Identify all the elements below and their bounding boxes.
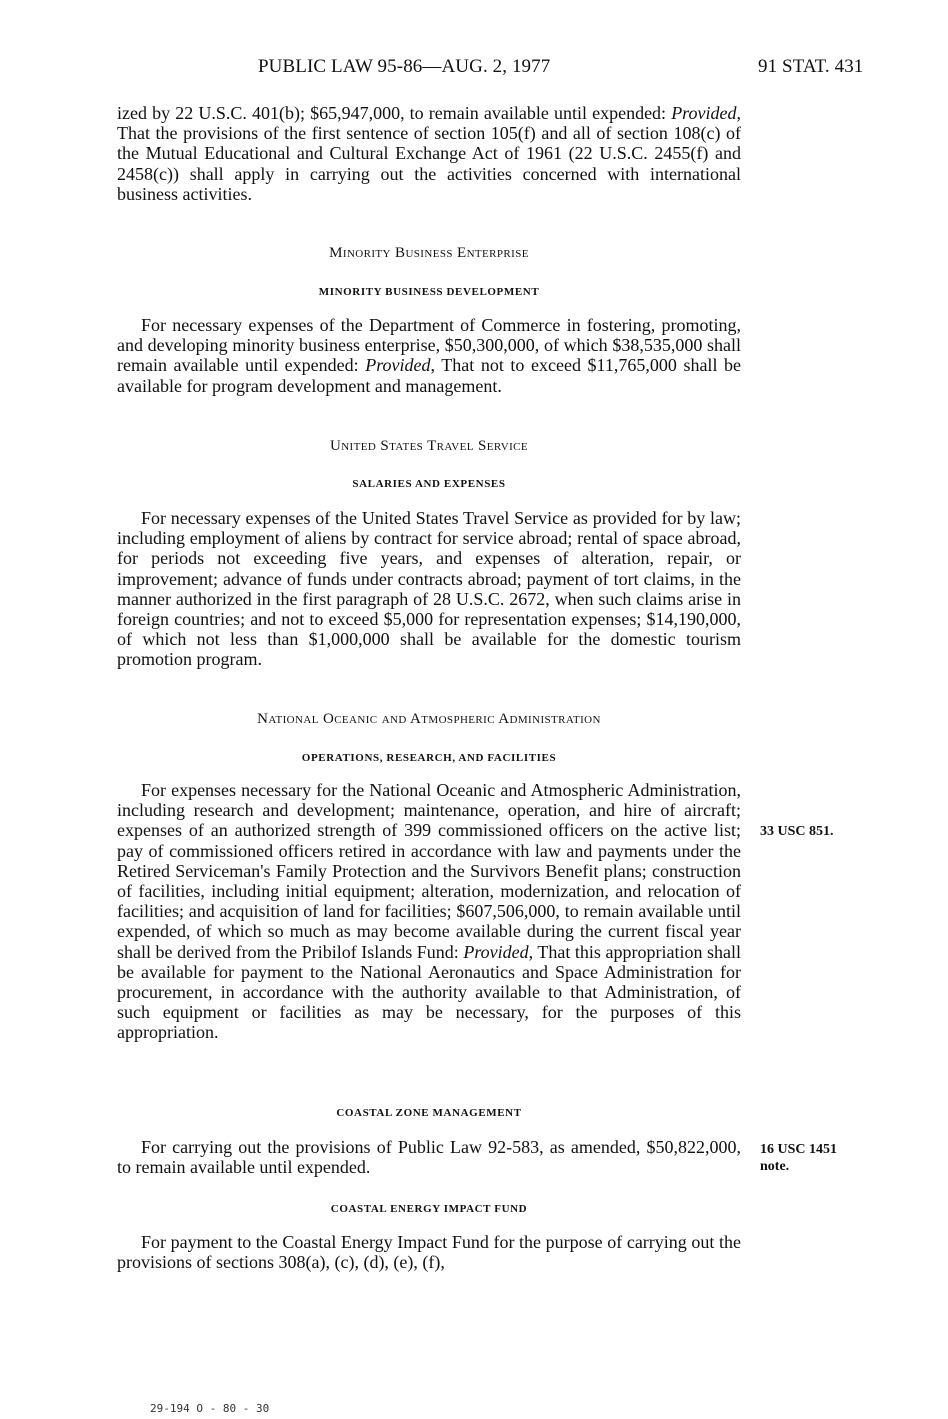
coastal-energy-section <box>117 1232 741 1272</box>
coastal-energy-paragraph: For payment to the Coastal Energy Impact Fund for the purpose of carrying out the provisions of sections 308(a), (c), (d), (e), (f), <box>117 1232 741 1273</box>
minority-paragraph: For necessary expenses of the Department of Commerce in fostering, promoting, and developing minority business enterprise, $50,300,000, of which $38,535,000 shall remain available until expended: Provided, That not to exceed $11,765,000 shall be available for program development and management. <box>117 315 742 396</box>
running-header-title: PUBLIC LAW 95-86—AUG. 2, 1977 <box>258 56 551 77</box>
subhead-minority-development: MINORITY BUSINESS DEVELOPMENT <box>318 286 540 298</box>
margin-note-33-usc-851: 33 USC 851. <box>760 824 834 839</box>
minority-section <box>117 315 741 396</box>
continuation-section <box>117 103 741 204</box>
subhead-operations-research: OPERATIONS, RESEARCH, AND FACILITIES <box>301 752 557 764</box>
continuation-paragraph: ized by 22 U.S.C. 401(b); $65,947,000, to remain available until expended: Provided, That the provisions of the first sentence of section 105(f) and all of section 108(c) of the Mutual Educational and Cultural Exchange Act of 1961 (22 U.S.C. 2455(f) and 2458(c)) shall apply in carrying out the activities concerned with international business activities. <box>117 103 741 204</box>
margin-note-16-usc-1451 <box>760 1141 837 1175</box>
margin-note-line-1: 16 USC 1451 <box>760 1142 838 1157</box>
travel-section <box>117 508 741 670</box>
margin-note-line-2: note. <box>760 1159 790 1174</box>
coastal-zone-paragraph: For carrying out the provisions of Public Law 92-583, as amended, $50,822,000, to remain available until expended. <box>117 1137 741 1178</box>
noaa-section <box>117 780 741 1043</box>
statute-page-number: 91 STAT. 431 <box>758 56 864 77</box>
subhead-coastal-zone: COASTAL ZONE MANAGEMENT <box>336 1107 522 1119</box>
subhead-salaries-expenses: SALARIES AND EXPENSES <box>352 478 506 490</box>
agency-heading-minority: Minority Business Enterprise <box>329 245 529 261</box>
coastal-zone-section <box>117 1137 741 1177</box>
noaa-paragraph: For expenses necessary for the National Oceanic and Atmospheric Administration, including research and development; maintenance, operation, and hire of aircraft; expenses of an authorized strength of 399 commissioned officers on the active list; pay of commissioned officers retired in accordance with law and payments under the Retired Serviceman's Family Protection and the Survivors Benefit plans; construction of facilities, including initial equipment; alteration, modernization, and relocation of facilities; and acquisition of land for facilities; $607,506,000, to remain available until expended, of which so much as may become available during the current fiscal year shall be derived from the Pribilof Islands Fund: Provided, That this appropriation shall be available for payment to the National Aeronautics and Space Administration for procurement, in accordance with the authority available to that Administration, of such equipment or facilities as may be necessary, for the purposes of this appropriation. <box>117 780 741 1043</box>
subhead-coastal-energy: COASTAL ENERGY IMPACT FUND <box>330 1203 528 1215</box>
travel-paragraph: For necessary expenses of the United States Travel Service as provided for by law; including employment of aliens by contract for service abroad; rental of space abroad, for periods not exceeding five years, and expenses of alteration, repair, or improvement; advance of funds under contracts abroad; payment of tort claims, in the manner authorized in the first paragraph of 28 U.S.C. 2672, when such claims arise in foreign countries; and not to exceed $5,000 for representation expenses; $14,190,000, of which not less than $1,000,000 shall be available for the domestic tourism promotion program. <box>117 508 741 670</box>
agency-heading-travel: United States Travel Service <box>329 438 529 454</box>
print-footer-code: 29-194 O - 80 - 30 <box>150 1402 270 1415</box>
agency-heading-noaa: National Oceanic and Atmospheric Administration <box>257 711 601 727</box>
